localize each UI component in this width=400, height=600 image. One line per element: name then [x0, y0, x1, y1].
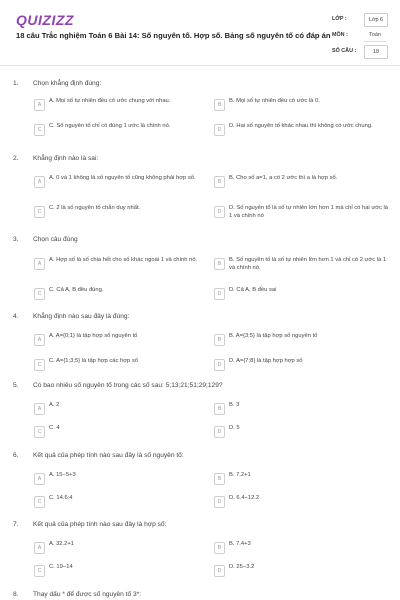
- answer-option-b[interactable]: [214, 541, 392, 554]
- answer-option-c[interactable]: [34, 425, 204, 438]
- option-text: C. 14.6:4: [49, 495, 73, 501]
- question-text: Thay dấu * để được số nguyên tố 3*:: [33, 591, 142, 598]
- meta-label: MÔN :: [332, 32, 348, 38]
- question-number: 6.: [13, 452, 19, 459]
- meta-row-grade: [332, 13, 388, 29]
- option-letter-box: A: [34, 334, 45, 346]
- answer-option-b[interactable]: [214, 98, 392, 111]
- answer-option-b[interactable]: [214, 333, 392, 346]
- answer-option-a[interactable]: [34, 257, 204, 270]
- option-text: D. Số nguyên tố là số tự nhiên lớn hơn 1 mà chỉ có hai ước là 1 và chính nó: [229, 205, 389, 219]
- option-letter-box: B: [214, 334, 225, 346]
- question-text: Chọn câu đúng: [33, 236, 78, 243]
- question-text: Có bao nhiêu số nguyên tố trong các số sau: 5;13;21;51;29;129?: [33, 382, 223, 389]
- option-letter-box: B: [214, 473, 225, 485]
- option-letter-box: D: [214, 496, 225, 508]
- answer-option-c[interactable]: [34, 358, 204, 371]
- option-letter-box: B: [214, 99, 225, 111]
- option-text: C. A={1;3;5} là tập hợp các hợp số: [49, 358, 138, 364]
- answer-option-d[interactable]: [214, 205, 392, 218]
- meta-value: Lớp 6: [364, 13, 388, 27]
- option-letter-box: B: [214, 542, 225, 554]
- option-text: B. Cho số a=1, a có 2 ước thì a là hợp số.: [229, 175, 338, 181]
- answer-option-c[interactable]: [34, 287, 204, 300]
- option-text: D. 25−3.2: [229, 564, 255, 570]
- answer-option-d[interactable]: [214, 495, 392, 508]
- question-text: Khẳng định nào sau đây là đúng:: [33, 313, 130, 320]
- meta-row-subject: [332, 29, 388, 45]
- option-letter-box: C: [34, 288, 45, 300]
- option-text: A. 2: [49, 402, 60, 408]
- question-number: 7.: [13, 521, 19, 528]
- answer-option-b[interactable]: [214, 472, 392, 485]
- option-text: B. 7.4+3: [229, 541, 251, 547]
- option-letter-box: A: [34, 258, 45, 270]
- question-text: Khẳng định nào là sai:: [33, 155, 99, 162]
- option-letter-box: A: [34, 473, 45, 485]
- option-letter-box: B: [214, 403, 225, 415]
- option-text: D. 5: [229, 425, 240, 431]
- option-text: C. 4: [49, 425, 60, 431]
- option-letter-box: D: [214, 288, 225, 300]
- option-text: C. 2 là số nguyên tố chẵn duy nhất.: [49, 205, 141, 211]
- answer-option-a[interactable]: [34, 98, 204, 111]
- option-letter-box: C: [34, 565, 45, 577]
- option-text: B. 7.2+1: [229, 472, 251, 478]
- option-letter-box: D: [214, 426, 225, 438]
- answer-option-c[interactable]: [34, 205, 204, 218]
- meta-row-count: [332, 45, 388, 61]
- answer-option-c[interactable]: [34, 123, 204, 136]
- question-text: Chọn khẳng định đúng:: [33, 80, 102, 87]
- option-text: B. 3: [229, 402, 240, 408]
- option-text: B. Số nguyên tố là số tự nhiên lớn hơn 1 và chỉ có 2 ước là 1 và chính nó.: [229, 257, 387, 271]
- option-letter-box: C: [34, 496, 45, 508]
- answer-option-d[interactable]: [214, 123, 392, 136]
- question-text: Kết quả của phép tính nào sau đây là hợp số:: [33, 521, 167, 528]
- answer-option-a[interactable]: [34, 333, 204, 346]
- option-text: B. A={3;5} là tập hợp số nguyên tố: [229, 333, 318, 339]
- meta-value: Toán: [364, 29, 386, 42]
- option-letter-box: C: [34, 426, 45, 438]
- answer-option-d[interactable]: [214, 425, 392, 438]
- option-text: C. Cả A, B đều đúng.: [49, 287, 104, 293]
- answer-option-b[interactable]: [214, 257, 392, 270]
- option-letter-box: B: [214, 176, 225, 188]
- question-number: 5.: [13, 382, 19, 389]
- option-text: B. Mọi số tự nhiên đều có ước là 0.: [229, 98, 320, 104]
- option-letter-box: A: [34, 99, 45, 111]
- question-number: 4.: [13, 313, 19, 320]
- option-letter-box: A: [34, 403, 45, 415]
- header-divider: [0, 65, 400, 66]
- option-text: A. Mọi số tự nhiên đều có ước chung với nhau.: [49, 98, 171, 104]
- answer-option-b[interactable]: [214, 175, 392, 188]
- answer-option-d[interactable]: [214, 287, 392, 300]
- option-letter-box: D: [214, 124, 225, 136]
- option-text: D. Cả A, B đều sai: [229, 287, 277, 293]
- option-text: D. Hai số nguyên tố khác nhau thì không có ước chung.: [229, 123, 373, 129]
- question-number: 1.: [13, 80, 19, 87]
- answer-option-b[interactable]: [214, 402, 392, 415]
- document-title: 18 câu Trắc nghiệm Toán 6 Bài 14: Số nguyên tố. Hợp số. Bảng số nguyên tố có đáp án: [16, 31, 331, 40]
- option-letter-box: C: [34, 124, 45, 136]
- answer-option-a[interactable]: [34, 402, 204, 415]
- option-text: A. 32.2+1: [49, 541, 74, 547]
- meta-box: [332, 13, 388, 61]
- option-letter-box: D: [214, 359, 225, 371]
- option-text: A. 15−5+3: [49, 472, 76, 478]
- option-text: D. 6.4−12.2: [229, 495, 260, 501]
- option-text: C. 19−14: [49, 564, 73, 570]
- page-header: [0, 0, 400, 64]
- question-number: 3.: [13, 236, 19, 243]
- option-letter-box: A: [34, 176, 45, 188]
- quizizz-logo: QUIZIZZ: [16, 12, 74, 28]
- option-text: A. A={0;1} là tập hợp số nguyên tố: [49, 333, 138, 339]
- answer-option-c[interactable]: [34, 495, 204, 508]
- option-letter-box: D: [214, 565, 225, 577]
- option-letter-box: D: [214, 206, 225, 218]
- option-text: C. Số nguyên tố chỉ có đúng 1 ước là chính nó.: [49, 123, 171, 129]
- answer-option-a[interactable]: [34, 175, 204, 188]
- answer-option-d[interactable]: [214, 358, 392, 371]
- option-text: D. A={7;8} là tập hợp hợp số: [229, 358, 303, 364]
- option-letter-box: B: [214, 258, 225, 270]
- answer-option-a[interactable]: [34, 541, 204, 554]
- meta-value: 18: [364, 45, 388, 59]
- option-text: A. Hợp số là số chia hết cho số khác ngoài 1 và chính nó.: [49, 257, 198, 263]
- question-text: Kết quả của phép tính nào sau đây là số nguyên tố:: [33, 452, 184, 459]
- question-number: 8.: [13, 591, 19, 598]
- option-text: A. 0 và 1 không là số nguyên tố cũng không phải hợp số.: [49, 175, 196, 181]
- answer-option-a[interactable]: [34, 472, 204, 485]
- meta-label: LỚP :: [332, 16, 347, 22]
- option-letter-box: C: [34, 359, 45, 371]
- meta-label: SỐ CÂU :: [332, 48, 357, 54]
- option-letter-box: C: [34, 206, 45, 218]
- answer-option-d[interactable]: [214, 564, 392, 577]
- answer-option-c[interactable]: [34, 564, 204, 577]
- question-number: 2.: [13, 155, 19, 162]
- option-letter-box: A: [34, 542, 45, 554]
